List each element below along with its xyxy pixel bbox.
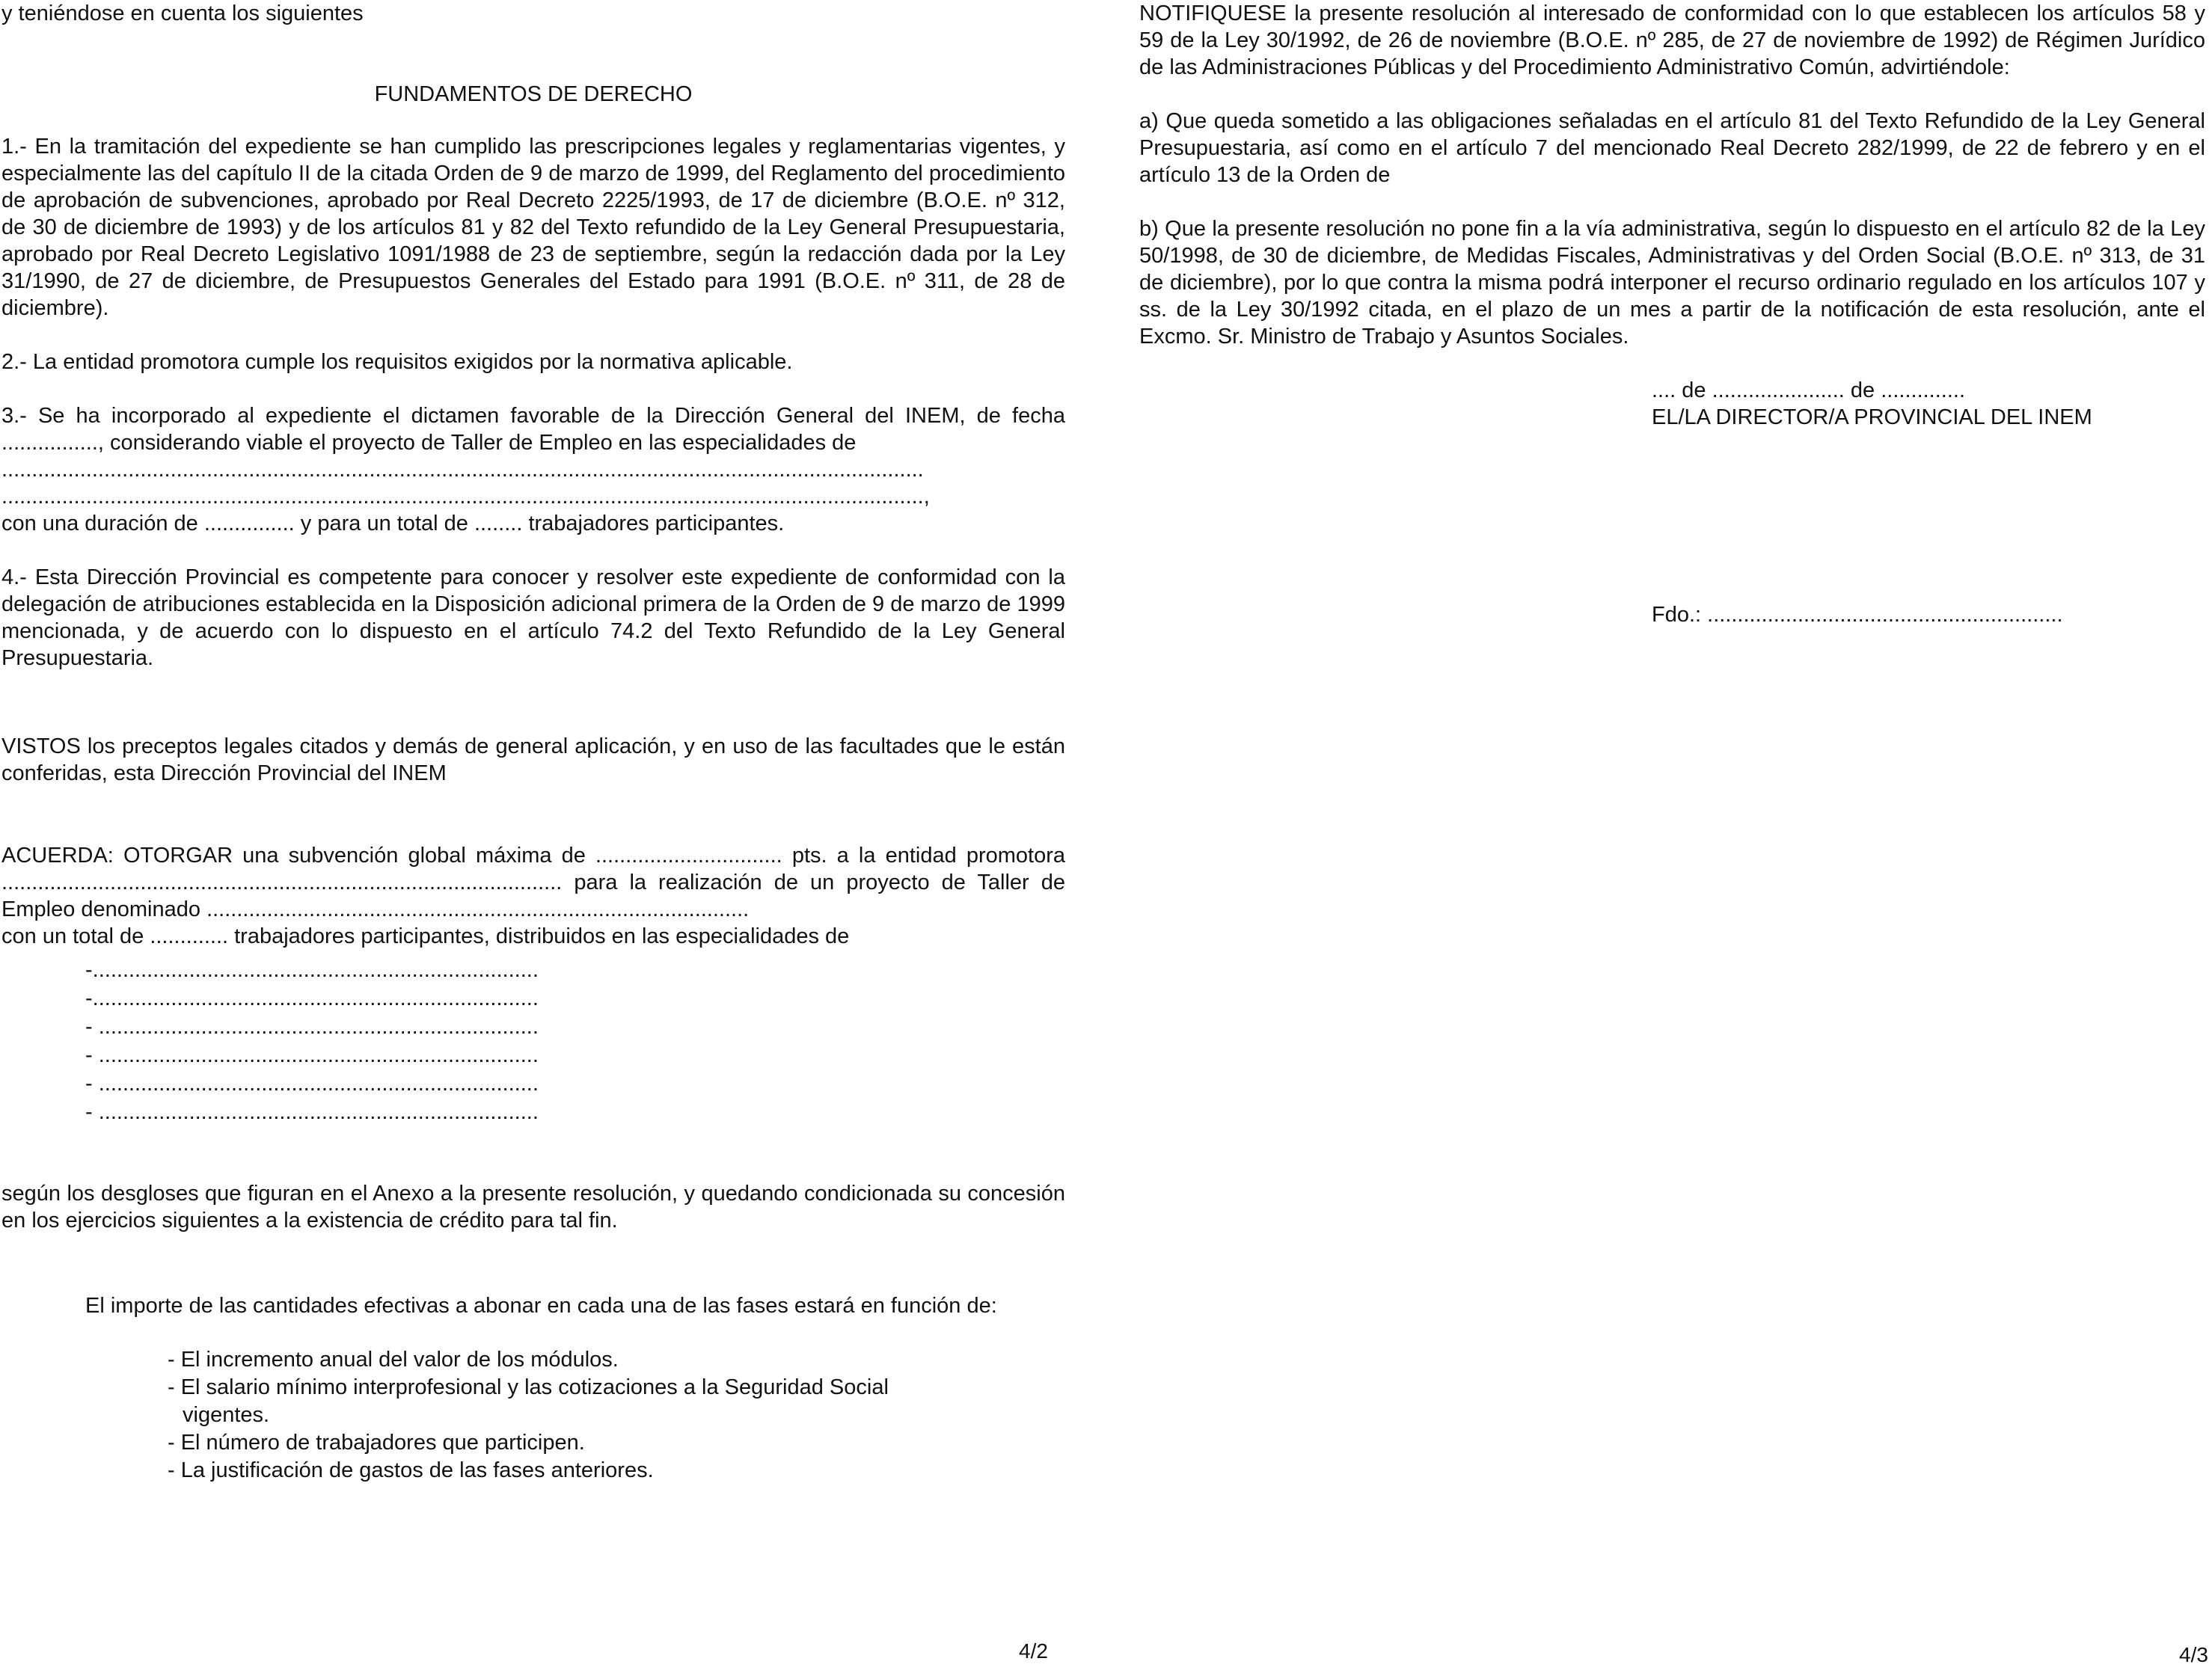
left-page (1, 0, 1065, 1485)
paragraph-3: 3.- Se ha incorporado al expediente el dictamen favorable de la Dirección General del INEM, de fecha ................, considerando viable el proyecto de Taller de Empleo en las especialidades de (1, 404, 1065, 455)
acuerda-end: con un total de ............. trabajadores participantes, distribuidos en las especialidades de (1, 924, 850, 948)
page-number: 4/3 (2179, 1643, 2208, 1666)
acuerda-paragraph: ACUERDA: OTORGAR una subvención global máxima de ............................... pts. a la entidad promotora ............................................................................................. para la realización de un proyecto de Taller de Empleo denominado .......................................................................................... (1, 844, 1065, 921)
importe-paragraph: El importe de las cantidades efectivas a abonar en cada una de las fases estará en función de: (85, 1294, 997, 1318)
vistos-paragraph: VISTOS los preceptos legales citados y demás de general aplicación, y en uso de las facultades que le están conferidas, esta Dirección Provincial del INEM (1, 734, 1065, 785)
list-item: vigentes. (183, 1403, 270, 1427)
list-item: - El salario mínimo interprofesional y las cotizaciones a la Seguridad Social (168, 1375, 889, 1399)
intro-text: y teniéndose en cuenta los siguientes (1, 1, 364, 25)
list-item: - ......................................................................... (85, 1015, 539, 1039)
paragraph-3-end: con una duración de ............... y para un total de ........ trabajadores participantes. (1, 512, 785, 535)
paragraph-1: 1.- En la tramitación del expediente se han cumplido las prescripciones legales y reglamentarias vigentes, y especialmente las del capítulo II de la citada Orden de 9 de marzo de 1999, del Reglamento del procedimiento de aprobación de subvenciones, aprobado por Real Decreto 2225/1993, de 17 de diciembre (B.O.E. nº 312, de 30 de diciembre de 1993) y de los artículos 81 y 82 del Texto refundido de la Ley General Presupuestaria, aprobado por Real Decreto Legislativo 1091/1988 de 23 de septiembre, según la redacción dada por la Ley 31/1990, de 27 de diciembre, de Presupuestos Generales del Estado para 1991 (B.O.E. nº 311, de 28 de diciembre). (1, 135, 1065, 320)
list-item: - ......................................................................... (85, 1072, 539, 1096)
signature-line: Fdo.: ........................................................... (1652, 603, 2063, 627)
paragraph-4: 4.- Esta Dirección Provincial es competente para conocer y resolver este expediente de conformidad con la delegación de atribuciones establecida en la Disposición adicional primera de la Orden de 9 de marzo de 1999 mencionada, y de acuerdo con lo dispuesto en el artículo 74.2 del Texto Refundido de la Ley General Presupuestaria. (1, 565, 1065, 670)
list-item: -.......................................................................... (85, 986, 539, 1010)
clause-b: b) Que la presente resolución no pone fin a la vía administrativa, según lo dispuesto en el artículo 82 de la Ley 50/1998, de 30 de diciembre, de Medidas Fiscales, Administrativas y del Orden Social (B.O.E. nº 313, de 31 de diciembre), por lo que contra la misma podrá interponer el recurso ordinario regulado en los artículos 107 y ss. de la Ley 30/1992 citada, en el plazo de un mes a partir de la notificación de esta resolución, ante el Excmo. Sr. Ministro de Trabajo y Asuntos Sociales. (1139, 217, 2205, 349)
signature-block (1652, 377, 2205, 431)
list-item: -.......................................................................... (85, 958, 539, 982)
clause-a: a) Que queda sometido a las obligaciones señaladas en el artículo 81 del Texto Refundido de la Ley General Presupuestaria, así como en el artículo 7 del mencionado Real Decreto 282/1999, de 22 de febrero y en el artículo 13 de la Orden de (1139, 109, 2205, 187)
list-item: - ......................................................................... (85, 1100, 539, 1124)
list-item: - El número de trabajadores que participen. (168, 1431, 585, 1455)
list-item: - ......................................................................... (85, 1043, 539, 1067)
specialties-list (85, 956, 1065, 1126)
dotted-line: ........................................................................................................................................................., (1, 485, 930, 509)
page-number: 4/2 (1019, 1639, 1048, 1663)
segun-paragraph: según los desgloses que figuran en el Anexo a la presente resolución, y quedando condicionada su concesión en los ejercicios siguientes a la existencia de crédito para tal fin. (1, 1182, 1065, 1233)
function-list (168, 1346, 968, 1485)
list-item: - La justificación de gastos de las fases anteriores. (168, 1458, 654, 1482)
list-item: - El incremento anual del valor de los módulos. (168, 1348, 619, 1372)
section-heading: FUNDAMENTOS DE DERECHO (374, 82, 693, 106)
paragraph-2: 2.- La entidad promotora cumple los requisitos exigidos por la normativa aplicable. (1, 350, 793, 374)
notifiquese-paragraph: NOTIFIQUESE la presente resolución al interesado de conformidad con lo que establecen los artículos 58 y 59 de la Ley 30/1992, de 26 de noviembre (B.O.E. nº 285, de 27 de noviembre de 1992) de Régimen Jurídico de las Administraciones Públicas y del Procedimiento Administrativo Común, advirtiéndole: (1139, 1, 2205, 79)
date-line: .... de ...................... de .............. (1652, 378, 1966, 402)
signatory-title: EL/LA DIRECTOR/A PROVINCIAL DEL INEM (1652, 405, 2092, 429)
right-page (1139, 0, 2205, 628)
dotted-line: ......................................................................................................................................................... (1, 458, 924, 482)
